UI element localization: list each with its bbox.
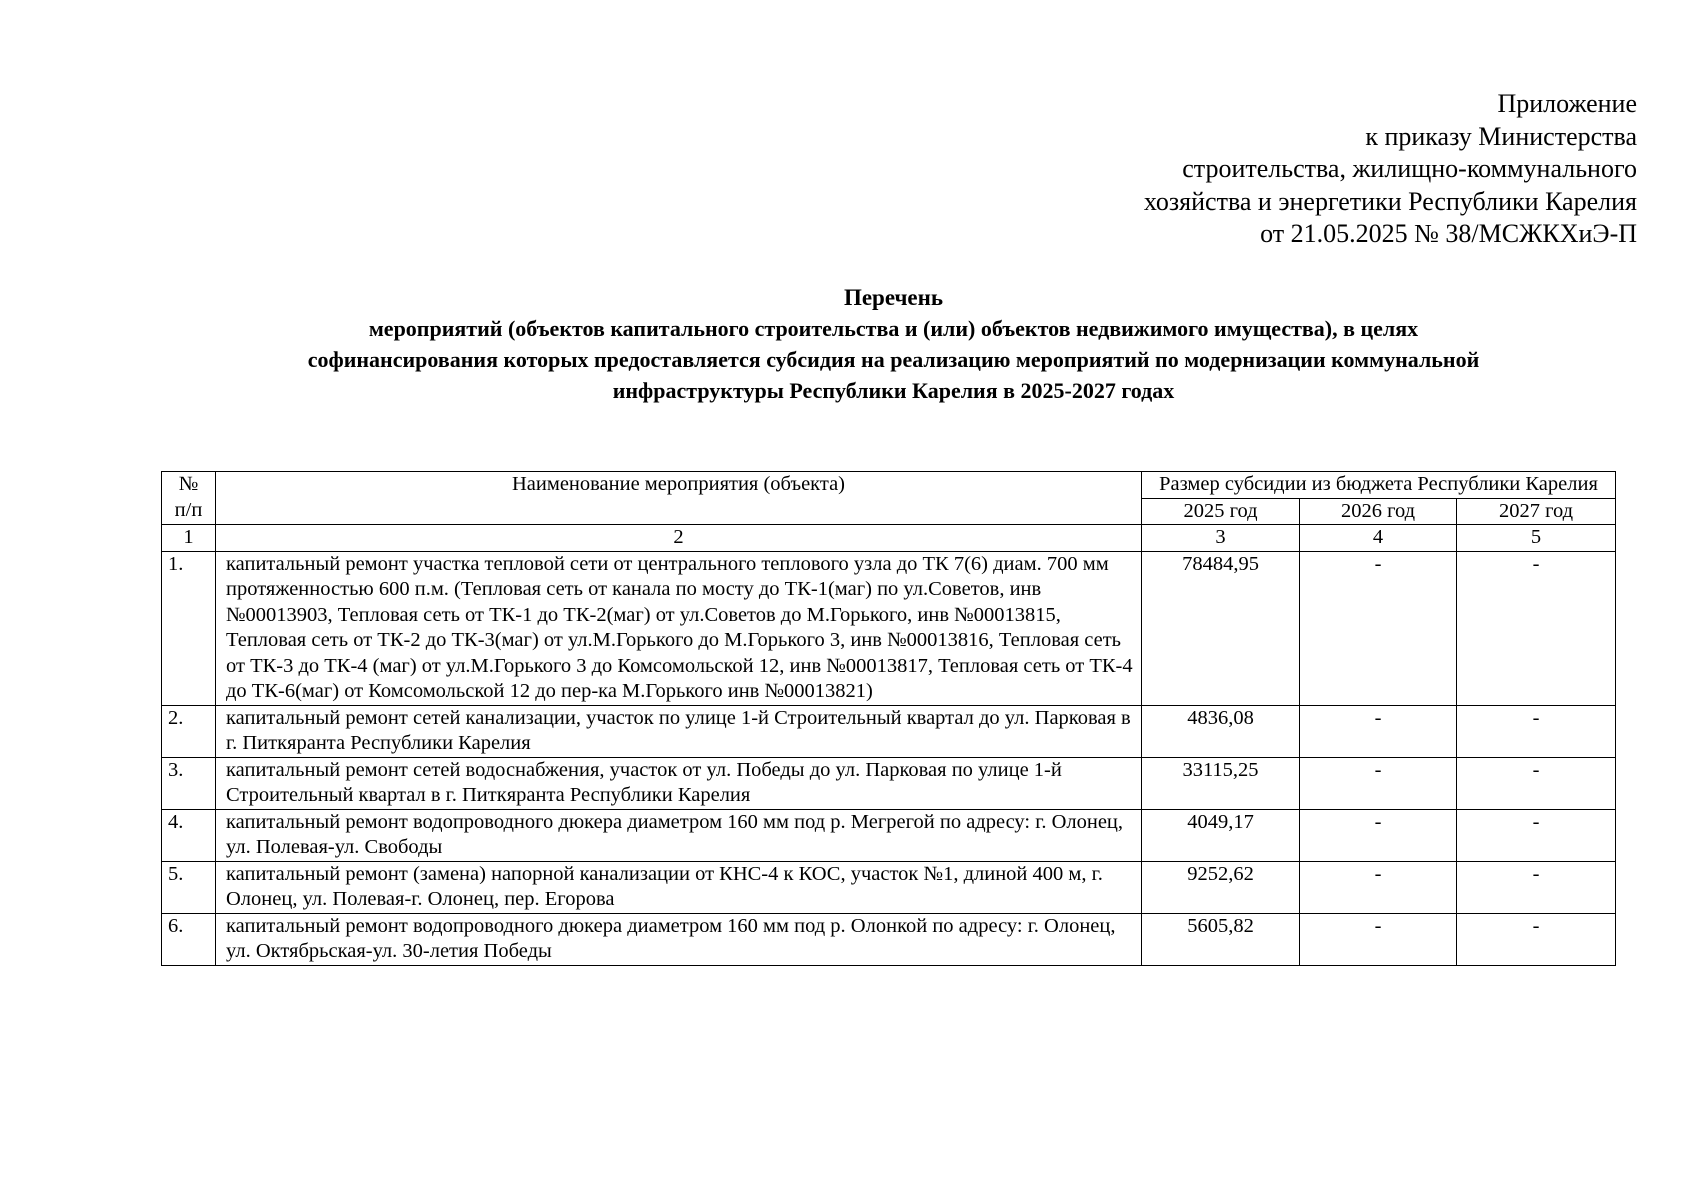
row-num: 2.: [162, 705, 216, 757]
row-num: 5.: [162, 861, 216, 913]
row-2027: -: [1457, 757, 1616, 809]
row-num: 6.: [162, 913, 216, 965]
row-name: капитальный ремонт сетей водоснабжения, участок от ул. Победы до ул. Парковая по улице 1-й Строительный квартал в г. Питкяранта Республики Карелия: [216, 757, 1142, 809]
column-number: 5: [1457, 525, 1616, 552]
appendix-line: строительства, жилищно-коммунального: [1182, 154, 1637, 183]
row-name: капитальный ремонт (замена) напорной канализации от КНС-4 к КОС, участок №1, длиной 400 м, г. Олонец, ул. Полевая-г. Олонец, пер. Егорова: [216, 861, 1142, 913]
row-2027: -: [1457, 551, 1616, 705]
row-2025: 5605,82: [1142, 913, 1300, 965]
column-number: 2: [216, 525, 1142, 552]
table-row: [162, 809, 1616, 861]
row-2026: -: [1300, 861, 1457, 913]
table-row: [162, 705, 1616, 757]
appendix-line: Приложение: [1497, 89, 1637, 118]
appendix-block: [1144, 88, 1637, 251]
table-row: [162, 913, 1616, 965]
row-name: капитальный ремонт водопроводного дюкера диаметром 160 мм под р. Мегрегой по адресу: г. Олонец, ул. Полевая-ул. Свободы: [216, 809, 1142, 861]
column-number: 1: [162, 525, 216, 552]
table-row: [162, 861, 1616, 913]
row-2027: -: [1457, 913, 1616, 965]
header-year-2026: 2026 год: [1300, 498, 1457, 525]
title-main: Перечень: [843, 285, 944, 310]
row-2026: -: [1300, 705, 1457, 757]
title-line: софинансирования которых предоставляется субсидия на реализацию мероприятий по модернизации коммунальной: [307, 347, 1480, 372]
row-2026: -: [1300, 551, 1457, 705]
header-name: Наименование мероприятия (объекта): [216, 472, 1142, 525]
row-2025: 78484,95: [1142, 551, 1300, 705]
row-num: 1.: [162, 551, 216, 705]
table-row: [162, 757, 1616, 809]
document-title: [160, 282, 1627, 406]
row-num: 3.: [162, 757, 216, 809]
row-2025: 33115,25: [1142, 757, 1300, 809]
measures-table: [161, 471, 1616, 966]
row-2026: -: [1300, 913, 1457, 965]
row-2025: 4836,08: [1142, 705, 1300, 757]
header-num: № п/п: [162, 472, 216, 525]
table-header-row: [162, 472, 1616, 499]
appendix-line: от 21.05.2025 № 38/МСЖКХиЭ-П: [1260, 219, 1637, 248]
row-2027: -: [1457, 705, 1616, 757]
header-subsidy: Размер субсидии из бюджета Республики Карелия: [1142, 472, 1616, 499]
column-number: 4: [1300, 525, 1457, 552]
row-2026: -: [1300, 809, 1457, 861]
column-number: 3: [1142, 525, 1300, 552]
row-2025: 9252,62: [1142, 861, 1300, 913]
row-2025: 4049,17: [1142, 809, 1300, 861]
row-2026: -: [1300, 757, 1457, 809]
appendix-line: к приказу Министерства: [1365, 121, 1637, 151]
column-number-row: [162, 525, 1616, 552]
header-year-2027: 2027 год: [1457, 498, 1616, 525]
row-name: капитальный ремонт участка тепловой сети от центрального теплового узла до ТК 7(6) диам. 700 мм протяженностью 600 п.м. (Тепловая сеть от канала по мосту до ТК-1(маг) по ул.Советов, инв №00013903, Тепловая сеть от ТК-1 до ТК-2(маг) от ул.Советов до М.Горького, инв №00013815, Тепловая сеть от ТК-2 до ТК-3(маг) от ул.М.Горького до М.Горького 3, инв №00013816, Тепловая сеть от ТК-3 до ТК-4 (маг) от ул.М.Горького 3 до Комсомольской 12, инв №00013817, Тепловая сеть от ТК-4 до ТК-6(маг) от Комсомольской 12 до пер-ка М.Горького инв №00013821): [216, 551, 1142, 705]
row-num: 4.: [162, 809, 216, 861]
table-row: [162, 551, 1616, 705]
appendix-line: хозяйства и энергетики Республики Карелия: [1143, 186, 1637, 216]
title-line: инфраструктуры Республики Карелия в 2025-2027 годах: [612, 378, 1175, 403]
row-name: капитальный ремонт водопроводного дюкера диаметром 160 мм под р. Олонкой по адресу: г. Олонец, ул. Октябрьская-ул. 30-летия Победы: [216, 913, 1142, 965]
row-2027: -: [1457, 809, 1616, 861]
row-name: капитальный ремонт сетей канализации, участок по улице 1-й Строительный квартал до ул. Парковая в г. Питкяранта Республики Карелия: [216, 705, 1142, 757]
row-2027: -: [1457, 861, 1616, 913]
header-year-2025: 2025 год: [1142, 498, 1300, 525]
title-line: мероприятий (объектов капитального строительства и (или) объектов недвижимого имущества), в целях: [368, 316, 1419, 341]
